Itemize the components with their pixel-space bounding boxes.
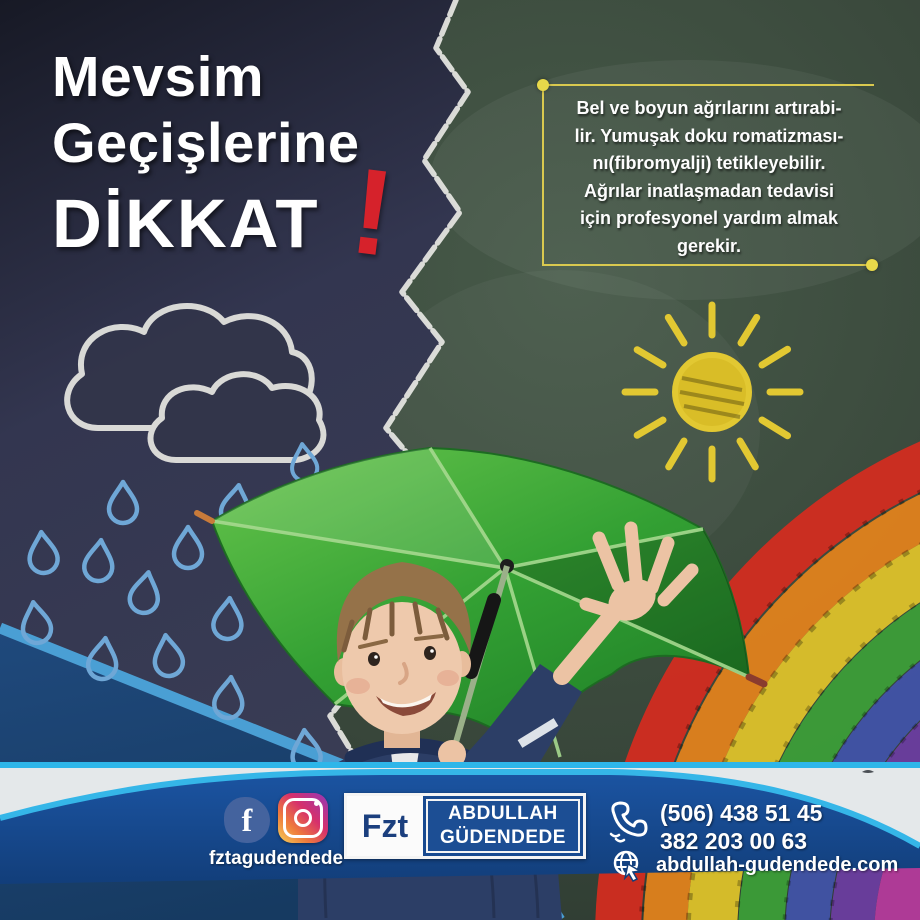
warning-line: Bel ve boyun ağrılarını artırabi-: [576, 98, 842, 118]
warning-line: gerekir.: [676, 235, 742, 256]
instagram-icon: [278, 793, 328, 843]
logo-name-line-2: GÜDENDEDE: [440, 827, 566, 848]
instagram-flash-dot: [314, 801, 319, 806]
phone-number-1: (506) 438 51 45: [660, 800, 823, 826]
corner-dot-top-left: [537, 79, 549, 91]
warning-text-box: [542, 84, 874, 266]
phone-number-2: 382 203 00 63: [660, 828, 808, 854]
facebook-icon: [224, 797, 270, 843]
corner-dot-bottom-right: [866, 259, 878, 271]
logo-name-block: [426, 799, 580, 853]
facebook-f-glyph: f: [241, 801, 253, 838]
social-handle: fztagudendede: [208, 848, 344, 869]
website-url: abdullah-gudendede.com: [656, 854, 899, 876]
brand-logo: [344, 793, 586, 859]
instagram-lens: [294, 809, 312, 827]
globe-cursor-icon: [610, 848, 648, 886]
warning-line: nı(fibromyalji) tetikleyebilir.: [592, 153, 826, 173]
headline-line-1: Mevsim: [52, 45, 265, 109]
warning-line: için profesyonel yardım almak: [579, 208, 839, 228]
warning-line: Ağrılar inatlaşmadan tedavisi: [583, 180, 835, 201]
warning-line: lir. Yumuşak doku romatizması-: [574, 125, 844, 146]
red-exclamation-mark: !: [343, 142, 401, 282]
headline-line-3: DİKKAT: [52, 185, 320, 262]
logo-prefix: Fzt: [347, 796, 423, 856]
headline-line-2: Geçişlerine: [52, 111, 360, 174]
phone-handset-icon: [604, 798, 650, 844]
logo-name-line-1: ABDULLAH: [448, 803, 558, 824]
